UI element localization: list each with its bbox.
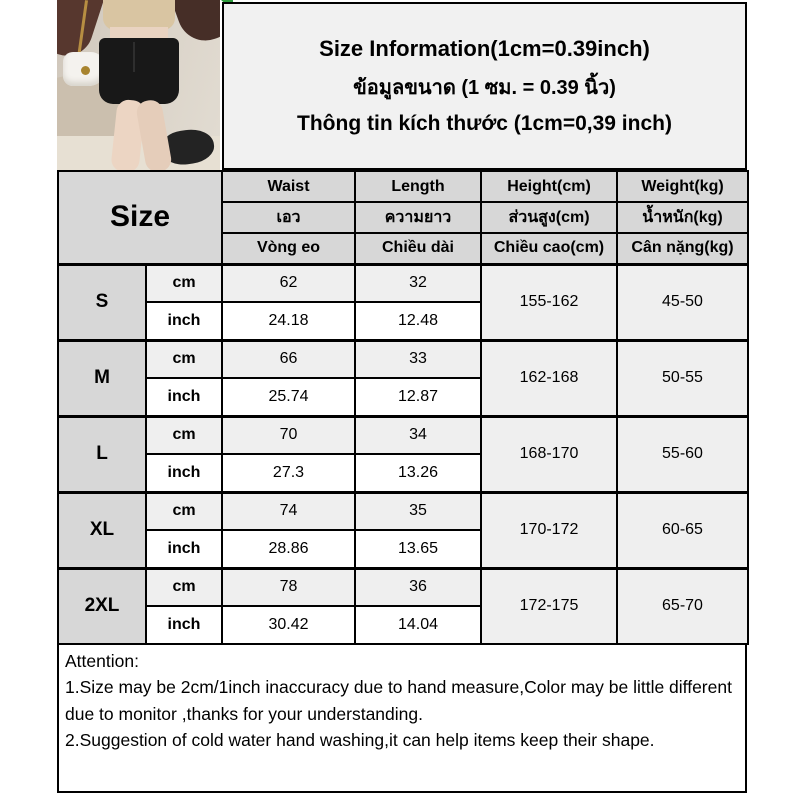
black-shorts	[99, 38, 179, 104]
unit-inch: inch	[146, 606, 222, 644]
unit-inch: inch	[146, 378, 222, 416]
unit-cm: cm	[146, 492, 222, 530]
unit-cm: cm	[146, 416, 222, 454]
col-length-th: ความยาว	[355, 202, 481, 233]
length-inch: 13.26	[355, 454, 481, 492]
waist-cm: 66	[222, 340, 355, 378]
length-cm: 32	[355, 264, 481, 302]
col-waist-vi: Vòng eo	[222, 233, 355, 264]
unit-cm: cm	[146, 340, 222, 378]
length-inch: 12.48	[355, 302, 481, 340]
height-range: 155-162	[481, 264, 617, 340]
col-weight-th: น้ำหนัก(kg)	[617, 202, 748, 233]
waist-inch: 24.18	[222, 302, 355, 340]
unit-cm: cm	[146, 568, 222, 606]
weight-range: 50-55	[617, 340, 748, 416]
col-height-vi: Chiều cao(cm)	[481, 233, 617, 264]
length-cm: 33	[355, 340, 481, 378]
size-label: 2XL	[58, 568, 146, 644]
attention-box	[57, 643, 747, 793]
attention-heading: Attention:	[65, 651, 139, 671]
length-cm: 36	[355, 568, 481, 606]
weight-range: 45-50	[617, 264, 748, 340]
attention-note-1: 1.Size may be 2cm/1inch inaccuracy due to hand measure,Color may be little different due to monitor ,thanks for your understanding.	[65, 677, 732, 724]
unit-inch: inch	[146, 302, 222, 340]
waist-inch: 30.42	[222, 606, 355, 644]
waist-cm: 78	[222, 568, 355, 606]
weight-range: 60-65	[617, 492, 748, 568]
weight-range: 65-70	[617, 568, 748, 644]
waist-inch: 27.3	[222, 454, 355, 492]
height-range: 168-170	[481, 416, 617, 492]
title-english: Size Information(1cm=0.39inch)	[319, 36, 650, 61]
table-row	[58, 568, 748, 606]
title-box	[222, 2, 747, 170]
length-inch: 14.04	[355, 606, 481, 644]
unit-inch: inch	[146, 454, 222, 492]
col-waist-th: เอว	[222, 202, 355, 233]
waist-inch: 25.74	[222, 378, 355, 416]
height-range: 170-172	[481, 492, 617, 568]
table-row	[58, 416, 748, 454]
product-photo	[57, 0, 220, 170]
waist-cm: 74	[222, 492, 355, 530]
waist-cm: 70	[222, 416, 355, 454]
height-range: 162-168	[481, 340, 617, 416]
length-inch: 13.65	[355, 530, 481, 568]
title-thai: ข้อมูลขนาด (1 ซม. = 0.39 นิ้ว)	[353, 77, 616, 99]
length-cm: 35	[355, 492, 481, 530]
attention-note-2: 2.Suggestion of cold water hand washing,it can help items keep their shape.	[65, 729, 655, 750]
table-row	[58, 492, 748, 530]
unit-cm: cm	[146, 264, 222, 302]
unit-inch: inch	[146, 530, 222, 568]
crop-top	[103, 0, 175, 30]
col-height-en: Height(cm)	[481, 171, 617, 202]
height-range: 172-175	[481, 568, 617, 644]
title-vietnamese: Thông tin kích thước (1cm=0,39 inch)	[297, 112, 672, 135]
weight-range: 55-60	[617, 416, 748, 492]
size-header: Size	[58, 171, 222, 264]
length-inch: 12.87	[355, 378, 481, 416]
col-length-vi: Chiều dài	[355, 233, 481, 264]
col-height-th: ส่วนสูง(cm)	[481, 202, 617, 233]
size-label: M	[58, 340, 146, 416]
size-label: XL	[58, 492, 146, 568]
waist-cm: 62	[222, 264, 355, 302]
size-table	[57, 170, 749, 645]
col-weight-en: Weight(kg)	[617, 171, 748, 202]
col-weight-vi: Cân nặng(kg)	[617, 233, 748, 264]
size-label: S	[58, 264, 146, 340]
waist-inch: 28.86	[222, 530, 355, 568]
table-row	[58, 264, 748, 302]
table-row	[58, 340, 748, 378]
col-waist-en: Waist	[222, 171, 355, 202]
length-cm: 34	[355, 416, 481, 454]
size-label: L	[58, 416, 146, 492]
col-length-en: Length	[355, 171, 481, 202]
